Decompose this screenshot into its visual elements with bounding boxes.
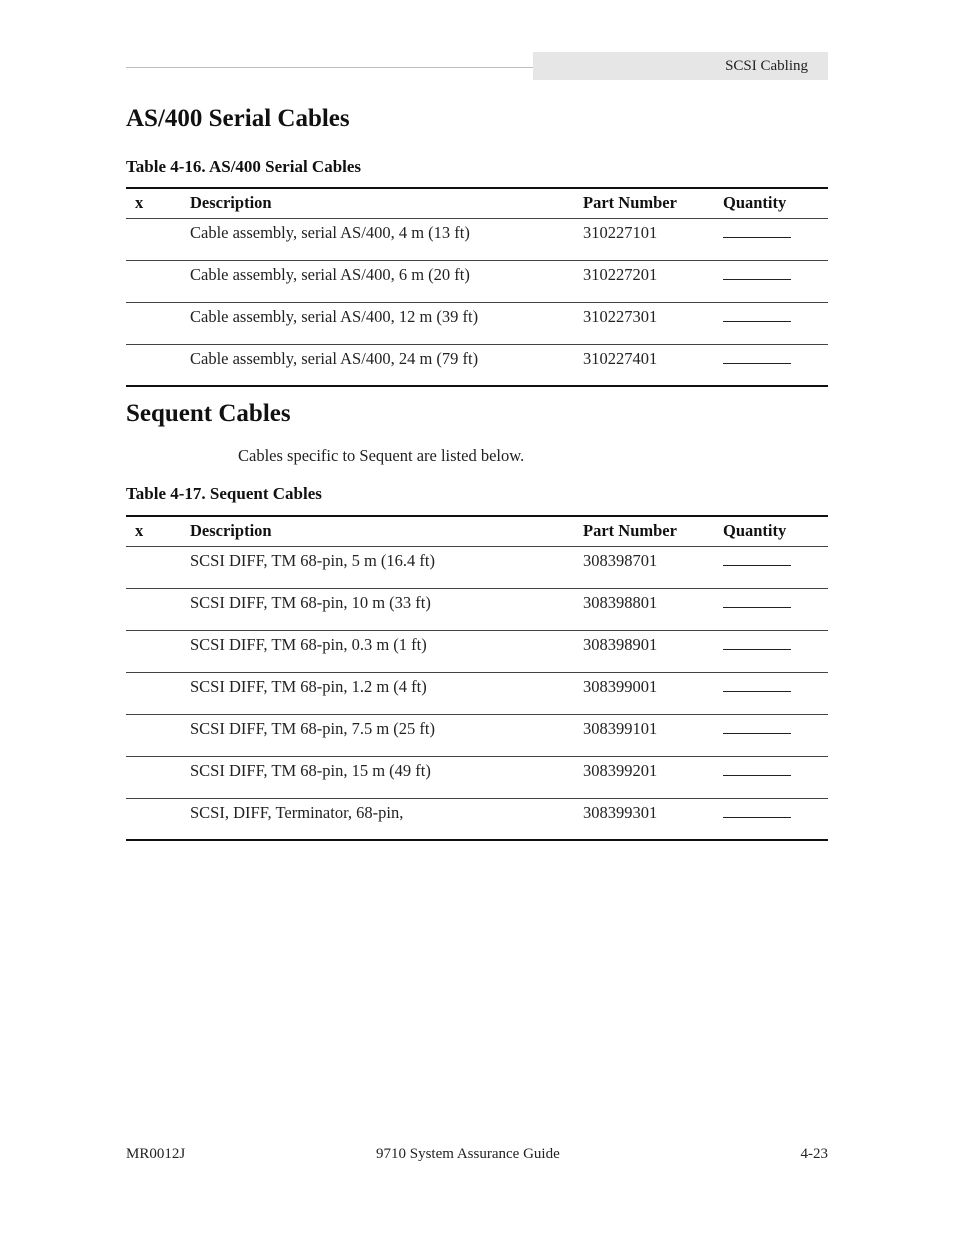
quantity-cell xyxy=(723,588,828,630)
part-number-cell: 308398901 xyxy=(583,630,723,672)
quantity-cell xyxy=(723,546,828,588)
quantity-cell xyxy=(723,714,828,756)
quantity-cell xyxy=(723,218,828,260)
table-row xyxy=(126,672,828,714)
running-header xyxy=(533,52,828,80)
table-row xyxy=(126,344,828,386)
checkbox-cell xyxy=(126,630,190,672)
description-cell: SCSI DIFF, TM 68-pin, 1.2 m (4 ft) xyxy=(190,672,583,714)
checkbox-cell xyxy=(126,714,190,756)
checkbox-cell xyxy=(126,756,190,798)
quantity-blank xyxy=(723,719,791,734)
footer-doc-title: 9710 System Assurance Guide xyxy=(376,1146,560,1162)
quantity-cell xyxy=(723,756,828,798)
table-row xyxy=(126,714,828,756)
part-number-cell: 308398801 xyxy=(583,588,723,630)
section-title-as400: AS/400 Serial Cables xyxy=(126,105,350,132)
part-number-cell: 310227201 xyxy=(583,260,723,302)
quantity-blank xyxy=(723,593,791,608)
table-row xyxy=(126,260,828,302)
table-row xyxy=(126,798,828,840)
table-row xyxy=(126,218,828,260)
table-row xyxy=(126,756,828,798)
quantity-blank xyxy=(723,635,791,650)
table-header-row xyxy=(126,516,828,546)
part-number-cell: 308399001 xyxy=(583,672,723,714)
quantity-blank xyxy=(723,551,791,566)
description-cell: SCSI DIFF, TM 68-pin, 7.5 m (25 ft) xyxy=(190,714,583,756)
description-cell: SCSI DIFF, TM 68-pin, 0.3 m (1 ft) xyxy=(190,630,583,672)
as400-cables-table xyxy=(126,187,828,387)
description-cell: SCSI DIFF, TM 68-pin, 10 m (33 ft) xyxy=(190,588,583,630)
checkbox-cell xyxy=(126,218,190,260)
table-caption-as400: Table 4-16. AS/400 Serial Cables xyxy=(126,157,362,176)
checkbox-cell xyxy=(126,546,190,588)
checkbox-cell xyxy=(126,260,190,302)
description-cell: SCSI, DIFF, Terminator, 68-pin, xyxy=(190,798,583,840)
description-cell: Cable assembly, serial AS/400, 4 m (13 ft) xyxy=(190,218,583,260)
quantity-blank xyxy=(723,223,791,238)
quantity-cell xyxy=(723,798,828,840)
table-row xyxy=(126,546,828,588)
quantity-blank xyxy=(723,265,791,280)
checkbox-cell xyxy=(126,798,190,840)
table-row xyxy=(126,630,828,672)
part-number-cell: 308399201 xyxy=(583,756,723,798)
sequent-cables-table xyxy=(126,515,828,841)
header-rule xyxy=(126,67,534,68)
column-header-part-number: Part Number xyxy=(583,516,723,546)
part-number-cell: 308398701 xyxy=(583,546,723,588)
column-header-description: Description xyxy=(190,188,583,218)
quantity-blank xyxy=(723,677,791,692)
column-header-x: x xyxy=(126,188,190,218)
table-caption-sequent: Table 4-17. Sequent Cables xyxy=(126,484,322,503)
checkbox-cell xyxy=(126,588,190,630)
description-cell: Cable assembly, serial AS/400, 24 m (79 ft) xyxy=(190,344,583,386)
column-header-description: Description xyxy=(190,516,583,546)
column-header-quantity: Quantity xyxy=(723,516,828,546)
description-cell: SCSI DIFF, TM 68-pin, 5 m (16.4 ft) xyxy=(190,546,583,588)
quantity-cell xyxy=(723,302,828,344)
section-title-sequent: Sequent Cables xyxy=(126,400,291,427)
table-header-row xyxy=(126,188,828,218)
quantity-blank xyxy=(723,307,791,322)
quantity-cell xyxy=(723,260,828,302)
quantity-blank xyxy=(723,349,791,364)
quantity-cell xyxy=(723,630,828,672)
part-number-cell: 310227301 xyxy=(583,302,723,344)
checkbox-cell xyxy=(126,344,190,386)
part-number-cell: 310227101 xyxy=(583,218,723,260)
description-cell: Cable assembly, serial AS/400, 6 m (20 ft) xyxy=(190,260,583,302)
quantity-cell xyxy=(723,672,828,714)
part-number-cell: 310227401 xyxy=(583,344,723,386)
quantity-cell xyxy=(723,344,828,386)
table-row xyxy=(126,588,828,630)
column-header-quantity: Quantity xyxy=(723,188,828,218)
section-intro: Cables specific to Sequent are listed below. xyxy=(238,446,525,465)
running-header-label: SCSI Cabling xyxy=(725,58,808,74)
table-row xyxy=(126,302,828,344)
checkbox-cell xyxy=(126,302,190,344)
part-number-cell: 308399101 xyxy=(583,714,723,756)
footer-page-number: 4-23 xyxy=(800,1146,828,1162)
part-number-cell: 308399301 xyxy=(583,798,723,840)
column-header-x: x xyxy=(126,516,190,546)
description-cell: SCSI DIFF, TM 68-pin, 15 m (49 ft) xyxy=(190,756,583,798)
quantity-blank xyxy=(723,803,791,818)
quantity-blank xyxy=(723,761,791,776)
checkbox-cell xyxy=(126,672,190,714)
description-cell: Cable assembly, serial AS/400, 12 m (39 ft) xyxy=(190,302,583,344)
column-header-part-number: Part Number xyxy=(583,188,723,218)
footer-doc-number: MR0012J xyxy=(126,1146,186,1162)
